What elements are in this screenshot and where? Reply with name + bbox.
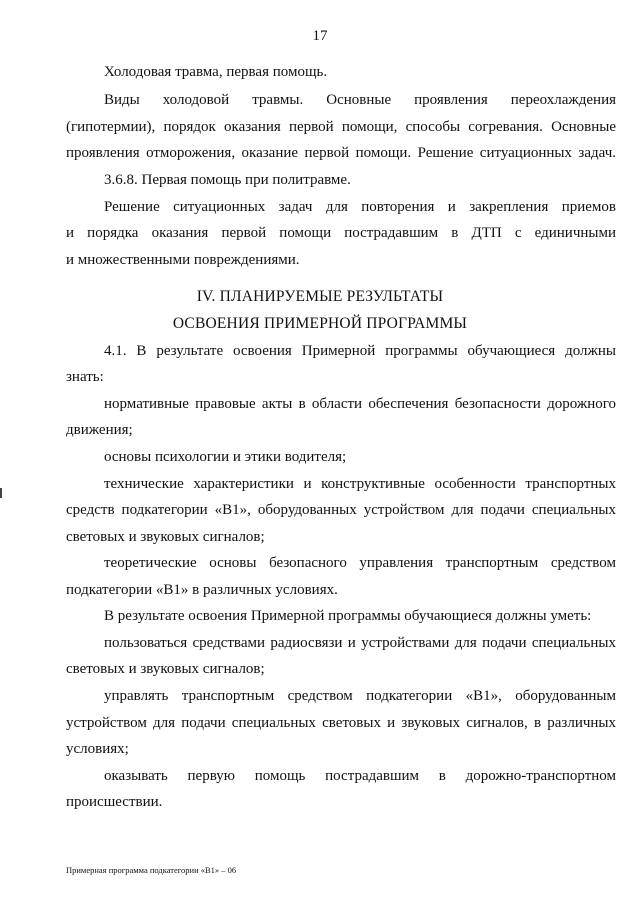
text-line: Виды холодовой травмы. Основные проявления переохлаждения xyxy=(104,92,616,108)
scan-edge-mark xyxy=(0,488,2,498)
text-line: управлять транспортным средством подкатегории «В1», оборудованным xyxy=(104,688,616,704)
text-line: нормативные правовые акты в области обеспечения безопасности дорожного xyxy=(104,396,616,412)
text-line: (гипотермии), порядок оказания первой помощи, способы согревания. Основные xyxy=(66,119,616,135)
text-line: теоретические основы безопасного управления транспортным средством xyxy=(104,555,616,571)
text-line: основы психологии и этики водителя; xyxy=(104,449,347,465)
text-line: технические характеристики и конструктивные особенности транспортных xyxy=(104,476,616,492)
text-line: световых и звуковых сигналов; xyxy=(66,661,265,677)
text-line: Решение ситуационных задач для повторения и закрепления приемов xyxy=(104,199,616,215)
chapter-heading: IV. ПЛАНИРУЕМЫЕ РЕЗУЛЬТАТЫ xyxy=(196,288,444,305)
text-line: и порядка оказания первой помощи пострадавшим в ДТП с единичными xyxy=(66,225,616,241)
text-line: устройством для подачи специальных световых и звуковых сигналов, в различных xyxy=(66,715,616,731)
text-line: пользоваться средствами радиосвязи и устройствами для подачи специальных xyxy=(104,635,616,651)
text-line: световых и звуковых сигналов; xyxy=(66,529,265,545)
text-line: 4.1. В результате освоения Примерной программы обучающиеся должны xyxy=(104,343,616,359)
text-line: знать: xyxy=(66,369,104,385)
text-line: Холодовая травма, первая помощь. xyxy=(104,64,328,80)
text-line: средств подкатегории «В1», оборудованных устройством для подачи специальных xyxy=(66,502,616,518)
page-number: 17 xyxy=(312,28,328,44)
text-line: происшествии. xyxy=(66,794,163,810)
chapter-heading: ОСВОЕНИЯ ПРИМЕРНОЙ ПРОГРАММЫ xyxy=(172,315,468,332)
section-heading: 3.6.8. Первая помощь при политравме. xyxy=(104,172,351,188)
text-line: В результате освоения Примерной программы обучающиеся должны уметь: xyxy=(104,608,592,624)
text-line: подкатегории «В1» в различных условиях. xyxy=(66,582,338,598)
text-line: условиях; xyxy=(66,741,129,757)
text-line: и множественными повреждениями. xyxy=(66,252,300,268)
text-line: движения; xyxy=(66,422,133,438)
page-footer: Примерная программа подкатегории «В1» – 06 xyxy=(66,865,237,875)
text-line: оказывать первую помощь пострадавшим в дорожно-транспортном xyxy=(104,768,616,784)
text-line: проявления отморожения, оказание первой помощи. Решение ситуационных задач. xyxy=(66,145,616,161)
